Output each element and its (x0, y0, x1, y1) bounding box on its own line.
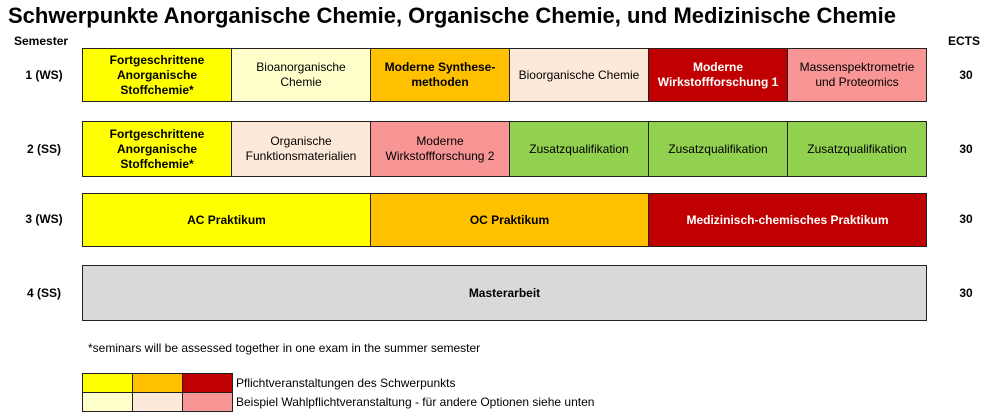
course-cell: Fortgeschrittene Anorganische Stoffchemie* (82, 121, 232, 177)
ects-value-2: 30 (959, 142, 973, 156)
course-cell: Bioorganische Chemie (509, 48, 649, 102)
legend-swatch-ac-mandatory (82, 373, 133, 393)
course-cell: Medizinisch-chemisches Praktikum (648, 193, 927, 247)
course-cell: OC Praktikum (370, 193, 649, 247)
course-cell: Moderne Synthese-methoden (370, 48, 510, 102)
course-cell: Moderne Wirkstoffforschung 2 (370, 121, 510, 177)
course-cell: Organische Funktionsmaterialien (231, 121, 371, 177)
ects-value-3: 30 (959, 212, 973, 226)
course-cell: Massenspektrometrie und Proteomics (787, 48, 927, 102)
semester-header: Semester (14, 34, 69, 48)
course-cell: Zusatzqualifikation (648, 121, 788, 177)
legend-swatch-med-elective (182, 392, 233, 412)
footnote: *seminars will be assessed together in one exam in the summer semester (88, 341, 481, 355)
legend-swatch-ac-elective (82, 392, 133, 412)
course-cell: Bioanorganische Chemie (231, 48, 371, 102)
page-title: Schwerpunkte Anorganische Chemie, Organische Chemie, und Medizinische Chemie (8, 3, 896, 28)
course-cell: AC Praktikum (82, 193, 371, 247)
course-cell: Zusatzqualifikation (787, 121, 927, 177)
ects-value-4: 30 (959, 286, 973, 300)
legend-label-elective: Beispiel Wahlpflichtveranstaltung - für andere Optionen siehe unten (236, 395, 595, 409)
course-cell: Zusatzqualifikation (509, 121, 649, 177)
semester-label-1: 1 (WS) (25, 68, 63, 82)
legend-swatch-oc-elective (132, 392, 183, 412)
ects-header: ECTS (948, 34, 981, 48)
course-cell: Moderne Wirkstoffforschung 1 (648, 48, 788, 102)
semester-label-2: 2 (SS) (26, 142, 61, 156)
course-cell: Fortgeschrittene Anorganische Stoffchemie* (82, 48, 232, 102)
course-cell: Masterarbeit (82, 265, 927, 321)
ects-value-1: 30 (959, 68, 973, 82)
legend-swatch-oc-mandatory (132, 373, 183, 393)
semester-label-3: 3 (WS) (25, 212, 63, 226)
semester-label-4: 4 (SS) (26, 286, 61, 300)
legend-swatch-med-mandatory (182, 373, 233, 393)
legend-label-mandatory: Pflichtveranstaltungen des Schwerpunkts (236, 376, 456, 390)
